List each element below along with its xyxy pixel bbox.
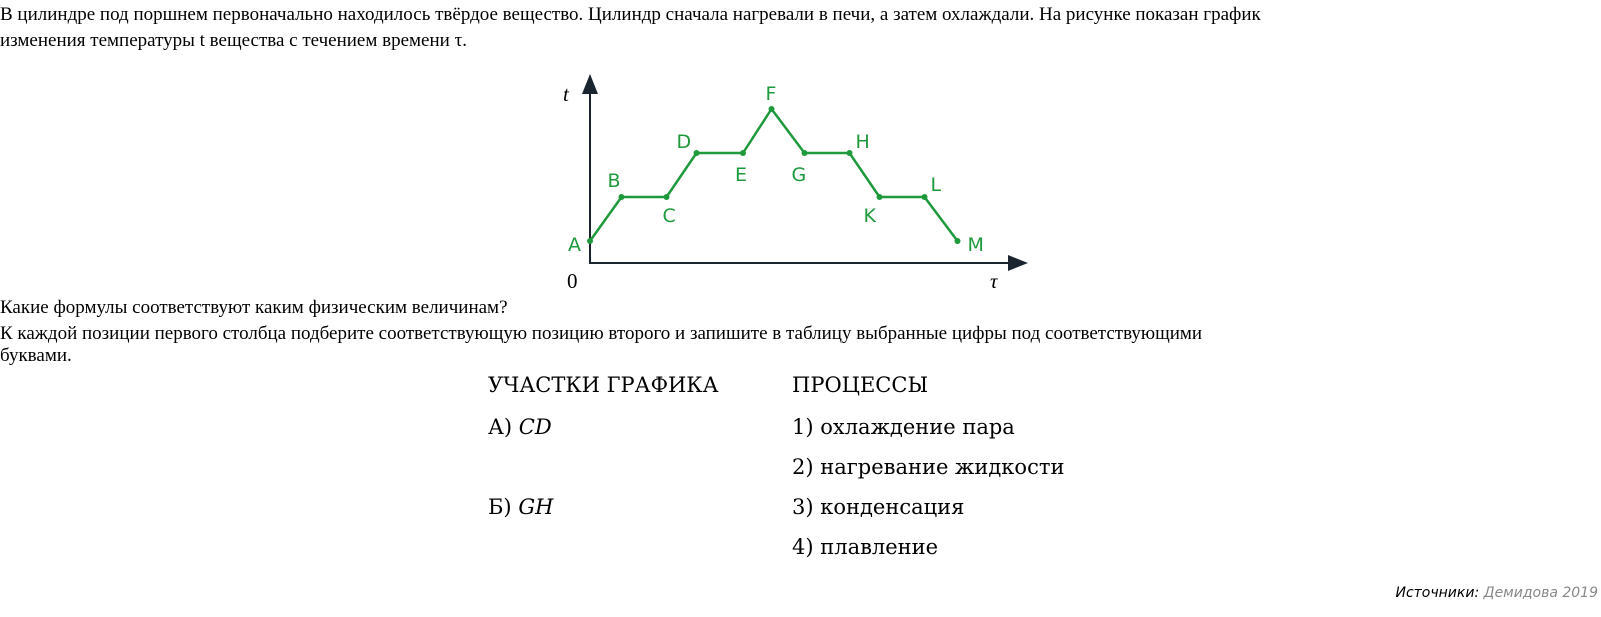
right-item-3: 3) конденсация: [792, 495, 965, 519]
point-B: [619, 194, 625, 200]
right-item-2: 2) нагревание жидкости: [792, 455, 1065, 479]
right-item-1: 1) охлаждение пара: [792, 415, 1015, 439]
right-column-header: ПРОЦЕССЫ: [792, 373, 929, 397]
left-item-prefix: А): [488, 415, 513, 439]
point-label-G: G: [791, 164, 807, 186]
point-label-M: M: [967, 234, 984, 256]
source-note: [1395, 585, 1598, 601]
left-item-prefix: Б): [488, 495, 512, 519]
point-G: [802, 150, 808, 156]
temperature-line: [590, 109, 958, 241]
left-item-value: GH: [518, 495, 554, 519]
right-item-4: 4) плавление: [792, 535, 939, 559]
y-axis-label: t: [563, 82, 569, 106]
left-item-value: CD: [518, 415, 552, 439]
point-M: [955, 238, 961, 244]
source-label: Источники:: [1395, 585, 1480, 601]
intro-line-1: В цилиндре под поршнем первоначально находилось твёрдое вещество. Цилиндр сначала нагревали в печи, а затем охлаждали. На рисунке показан график: [0, 4, 1261, 25]
point-label-A: A: [568, 234, 581, 256]
origin-label: 0: [567, 269, 578, 293]
point-H: [847, 150, 853, 156]
intro-line-2: изменения температуры t вещества с течением времени τ.: [0, 30, 467, 51]
point-label-F: F: [765, 83, 777, 105]
point-label-H: H: [855, 131, 870, 153]
temperature-time-chart: [540, 70, 1030, 295]
point-label-B: B: [607, 170, 621, 192]
x-axis-label: τ: [990, 269, 998, 293]
point-L: [922, 194, 928, 200]
point-label-E: E: [735, 164, 748, 186]
point-C: [664, 194, 670, 200]
left-item-a: [488, 415, 552, 439]
point-D: [694, 150, 700, 156]
point-label-D: D: [676, 131, 692, 153]
point-label-C: C: [662, 205, 676, 227]
source-link[interactable]: Демидова 2019: [1483, 585, 1598, 601]
point-label-K: K: [863, 205, 876, 227]
point-F: [769, 106, 775, 112]
question-line-3: буквами.: [0, 345, 72, 366]
point-label-L: L: [930, 174, 942, 196]
left-column-header: УЧАСТКИ ГРАФИКА: [488, 373, 719, 397]
question-line-1: Какие формулы соответствуют каким физическим величинам?: [0, 297, 508, 318]
question-line-2: К каждой позиции первого столбца подберите соответствующую позицию второго и запишите в таблицу выбранные цифры под соответствующими: [0, 323, 1203, 344]
left-item-b: [488, 495, 553, 519]
point-E: [740, 150, 746, 156]
point-K: [877, 194, 883, 200]
point-A: [587, 238, 593, 244]
